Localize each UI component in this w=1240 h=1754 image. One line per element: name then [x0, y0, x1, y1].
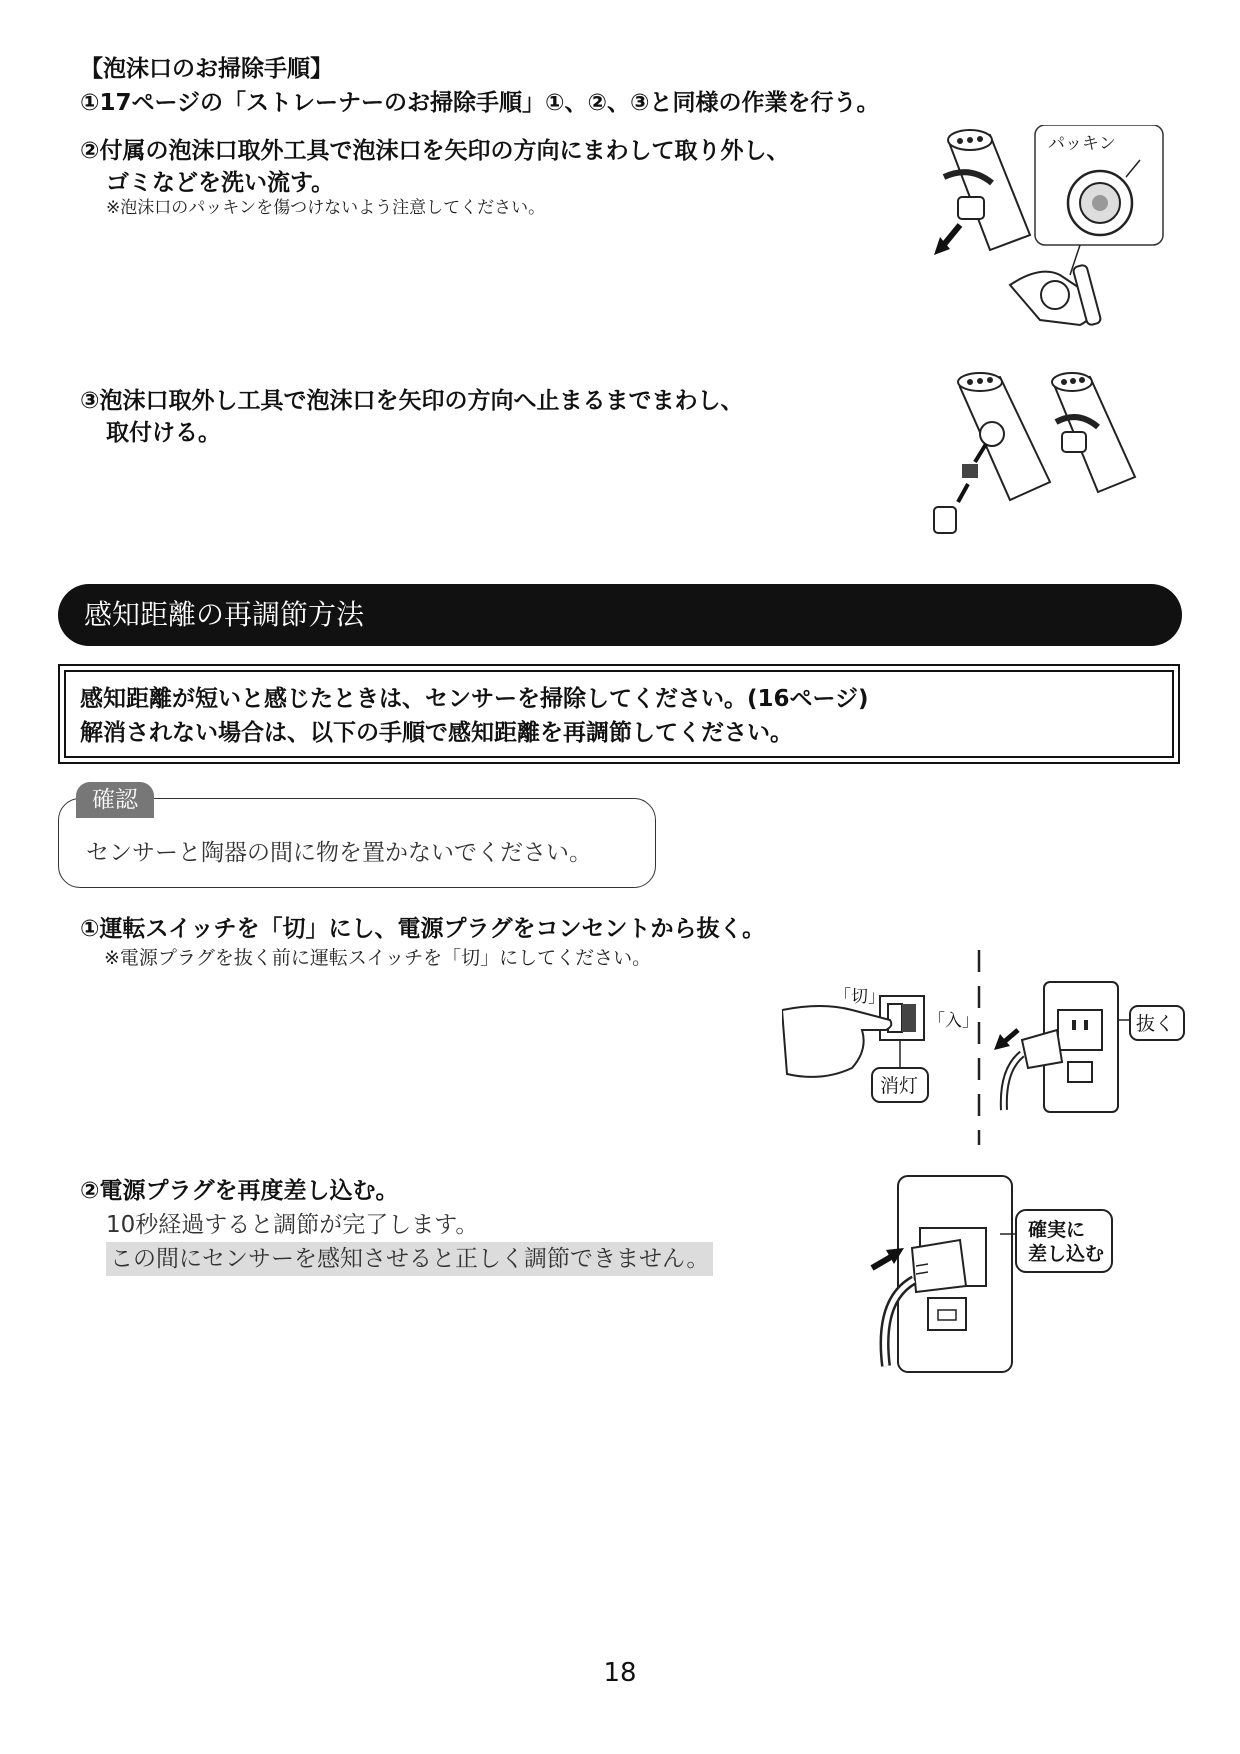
readjust-step2: ②電源プラグを再度差し込む。 [80, 1178, 399, 1204]
label-on: 「入」 [928, 1011, 979, 1031]
foam-cleaning-step2-line2: ゴミなどを洗い流す。 [106, 170, 335, 196]
readjust-step1: ①運転スイッチを「切」にし、電源プラグをコンセントから抜く。 [80, 916, 766, 942]
page-number: 18 [603, 1658, 637, 1688]
switch-unplug-illustration [782, 950, 1192, 1145]
foam-cleaning-step2-line1: ②付属の泡沫口取外工具で泡沫口を矢印の方向にまわして取り外し、 [80, 138, 790, 164]
label-insert-line1: 確実に [1028, 1219, 1086, 1241]
confirm-tab: 確認 [76, 782, 154, 818]
notice-line2: 解消されない場合は、以下の手順で感知距離を再調節してください。 [80, 720, 793, 746]
notice-box [58, 664, 1180, 764]
section-title-bar [58, 584, 1182, 646]
aerator-install-illustration [920, 372, 1180, 547]
foam-cleaning-step1: ①17ページの「ストレーナーのお掃除手順」①、②、③と同様の作業を行う。 [80, 90, 880, 116]
packing-label: パッキン [1048, 134, 1116, 154]
foam-cleaning-step3-line1: ③泡沫口取外し工具で泡沫口を矢印の方向へ止まるまでまわし、 [80, 388, 744, 414]
label-unplug: 抜く [1136, 1013, 1175, 1035]
foam-cleaning-heading: 【泡沫口のお掃除手順】 [80, 56, 333, 82]
foam-cleaning-step3-line2: 取付ける。 [106, 420, 221, 446]
section-title: 感知距離の再調節方法 [84, 598, 365, 631]
readjust-step2-line1: 10秒経過すると調節が完了します。 [106, 1212, 479, 1238]
confirm-text: センサーと陶器の間に物を置かないでください。 [86, 840, 592, 866]
readjust-step1-note: ※電源プラグを抜く前に運転スイッチを「切」にしてください。 [104, 947, 652, 969]
aerator-removal-illustration [930, 125, 1220, 350]
readjust-step2-warning: この間にセンサーを感知させると正しく調節できません。 [106, 1242, 713, 1276]
label-insert-line2: 差し込む [1028, 1243, 1105, 1265]
label-light-off: 消灯 [880, 1075, 919, 1097]
notice-line1: 感知距離が短いと感じたときは、センサーを掃除してください。(16ページ) [80, 686, 869, 712]
foam-cleaning-step2-note: ※泡沫口のパッキンを傷つけないよう注意してください。 [106, 198, 546, 218]
plug-insert-illustration [868, 1170, 1128, 1380]
label-off: 「切」 [834, 987, 885, 1007]
